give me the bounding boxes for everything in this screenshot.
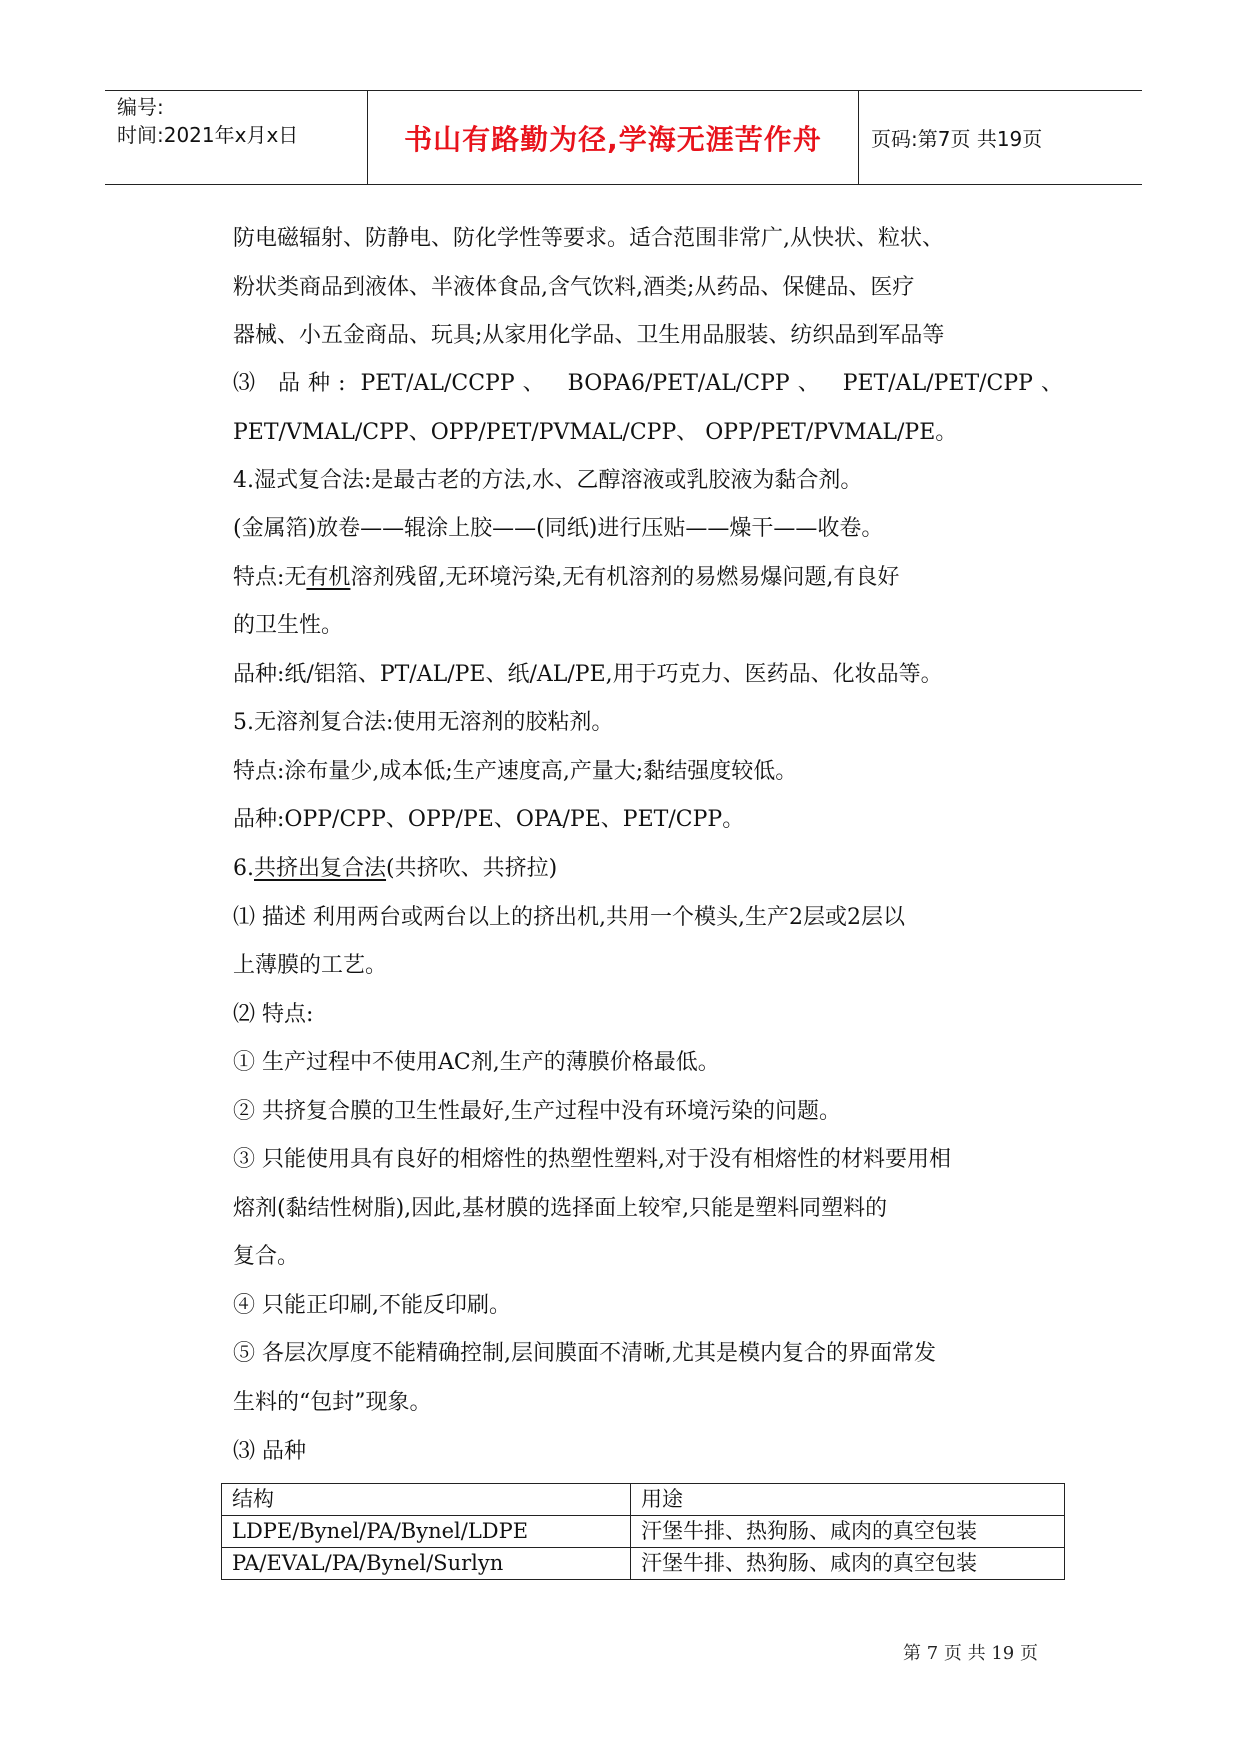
- table-header-row: [222, 1484, 1065, 1516]
- paragraph-line: 复合。: [233, 1244, 300, 1269]
- paragraph-line: 器械、小五金商品、玩具;从家用化学品、卫生用品服装、纺织品到军品等: [233, 323, 945, 348]
- product-table: [221, 1483, 1065, 1580]
- section-heading-5: 5.无溶剂复合法:使用无溶剂的胶粘剂。: [233, 710, 614, 735]
- header-motto: 书山有路勤为径,学海无涯苦作舟: [368, 91, 859, 184]
- table-header-cell: 结构: [222, 1484, 631, 1516]
- paragraph-line: ⑶ 品种: PET/AL/CCPP、 BOPA6/PET/AL/CPP、 PET/AL/PET/CPP、: [233, 371, 1063, 396]
- list-item: ④ 只能正印刷,不能反印刷。: [233, 1293, 511, 1318]
- table-cell: PA/EVAL/PA/Bynel/Surlyn: [222, 1548, 631, 1580]
- paragraph-line: PET/VMAL/CPP、OPP/PET/PVMAL/CPP、 OPP/PET/PVMAL/PE。: [233, 420, 958, 445]
- paragraph-line: 防电磁辐射、防静电、防化学性等要求。适合范围非常广,从快状、粒状、: [233, 226, 944, 251]
- paragraph-line: [233, 553, 1063, 602]
- list-item: ① 生产过程中不使用AC剂,生产的薄膜价格最低。: [233, 1050, 720, 1075]
- paragraph-line: 的卫生性。: [233, 613, 344, 638]
- document-time-label: 时间:2021年x月x日: [117, 123, 299, 147]
- page-header: [105, 90, 1142, 185]
- paragraph-line: 生料的“包封”现象。: [233, 1390, 432, 1415]
- paragraph-line: 品种:纸/铝箔、PT/AL/PE、纸/AL/PE,用于巧克力、医药品、化妆品等。: [233, 662, 943, 687]
- list-item: ⑤ 各层次厚度不能精确控制,层间膜面不清晰,尤其是模内复合的界面常发: [233, 1341, 936, 1366]
- text-span: 6.: [233, 856, 254, 881]
- table-header-cell: 用途: [631, 1484, 1065, 1516]
- paragraph-line: 粉状类商品到液体、半液体食品,含气饮料,酒类;从药品、保健品、医疗: [233, 275, 915, 300]
- text-span: (共挤吹、共挤拉): [386, 856, 558, 881]
- paragraph-line: ⑴ 描述 利用两台或两台以上的挤出机,共用一个模头,生产2层或2层以: [233, 905, 905, 930]
- table-cell: LDPE/Bynel/PA/Bynel/LDPE: [222, 1516, 631, 1548]
- process-flow-line: (金属箔)放卷——辊涂上胶——(同纸)进行压贴——燥干——收卷。: [233, 516, 884, 541]
- document-number-label: 编号:: [117, 95, 164, 119]
- underlined-term: 共挤出复合法: [254, 856, 387, 881]
- table-row: [222, 1548, 1065, 1580]
- header-meta: [105, 91, 368, 184]
- document-body: [233, 214, 1063, 1476]
- section-heading-6: [233, 844, 1063, 893]
- list-item: ② 共挤复合膜的卫生性最好,生产过程中没有环境污染的问题。: [233, 1099, 841, 1124]
- paragraph-line: 上薄膜的工艺。: [233, 953, 388, 978]
- paragraph-line: 熔剂(黏结性树脂),因此,基材膜的选择面上较窄,只能是塑料同塑料的: [233, 1196, 888, 1221]
- list-item: ③ 只能使用具有良好的相熔性的热塑性塑料,对于没有相熔性的材料要用相: [233, 1147, 951, 1172]
- paragraph-line: ⑵ 特点:: [233, 1002, 314, 1027]
- table-row: [222, 1516, 1065, 1548]
- page-footer: 第 7 页 共 19 页: [903, 1643, 1038, 1664]
- table-cell: 汗堡牛排、热狗肠、咸肉的真空包装: [631, 1548, 1065, 1580]
- table-cell: 汗堡牛排、热狗肠、咸肉的真空包装: [631, 1516, 1065, 1548]
- text-span: 溶剂残留,无环境污染,无有机溶剂的易燃易爆问题,有良好: [350, 565, 900, 590]
- header-page-number: 页码:第7页 共19页: [871, 127, 1043, 151]
- underlined-term: 有机: [306, 565, 351, 590]
- paragraph-line: ⑶ 品种: [233, 1439, 306, 1464]
- section-heading-4: 4.湿式复合法:是最古老的方法,水、乙醇溶液或乳胶液为黏合剂。: [233, 468, 863, 493]
- text-span: 特点:无: [233, 565, 307, 590]
- paragraph-line: 品种:OPP/CPP、OPP/PE、OPA/PE、PET/CPP。: [233, 807, 745, 832]
- paragraph-line: 特点:涂布量少,成本低;生产速度高,产量大;黏结强度较低。: [233, 759, 798, 784]
